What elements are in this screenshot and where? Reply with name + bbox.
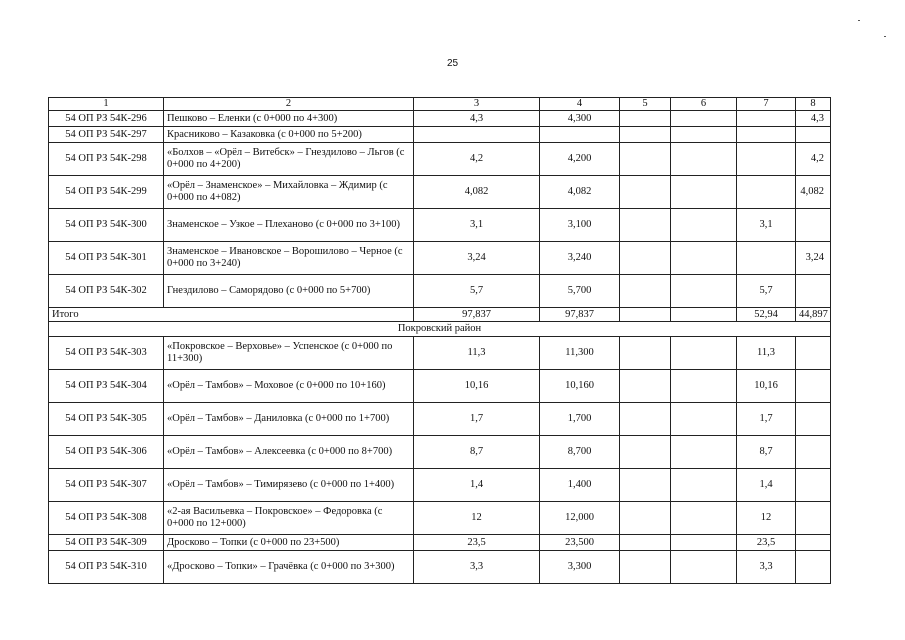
roads-table: [48, 97, 831, 584]
cell-c8: 4,082: [796, 176, 831, 209]
table-row: [49, 551, 831, 584]
cell-c4: 3,240: [540, 242, 620, 275]
cell-c6: [671, 275, 737, 308]
cell-c5: [620, 143, 671, 176]
total-c3: 97,837: [414, 308, 540, 322]
table-row: [49, 403, 831, 436]
cell-c7: [737, 176, 796, 209]
road-name: «Орёл – Тамбов» – Алексеевка (с 0+000 по 8+700): [164, 436, 414, 469]
cell-c7: 5,7: [737, 275, 796, 308]
road-name: «Болхов – «Орёл – Витебск» – Гнездилово – Льгов (с 0+000 по 4+200): [164, 143, 414, 176]
cell-c6: [671, 502, 737, 535]
table-row: [49, 535, 831, 551]
cell-c8: [796, 403, 831, 436]
cell-c5: [620, 551, 671, 584]
cell-c7: 3,3: [737, 551, 796, 584]
table-summary: [49, 308, 831, 337]
col-header: 6: [671, 98, 737, 111]
total-c8: 44,897: [796, 308, 831, 322]
cell-c6: [671, 469, 737, 502]
cell-c4: 1,400: [540, 469, 620, 502]
road-code: 54 ОП РЗ 54К-305: [49, 403, 164, 436]
cell-c6: [671, 436, 737, 469]
cell-c6: [671, 535, 737, 551]
cell-c5: [620, 127, 671, 143]
road-code: 54 ОП РЗ 54К-303: [49, 337, 164, 370]
cell-c4: 12,000: [540, 502, 620, 535]
table-row: [49, 436, 831, 469]
table-section-1: [49, 111, 831, 308]
cell-c6: [671, 176, 737, 209]
cell-c5: [620, 436, 671, 469]
table-row: [49, 143, 831, 176]
cell-c6: [671, 337, 737, 370]
total-c7: 52,94: [737, 308, 796, 322]
cell-c7: 23,5: [737, 535, 796, 551]
table-row: [49, 275, 831, 308]
total-row: [49, 308, 831, 322]
cell-c3: 8,7: [414, 436, 540, 469]
cell-c3: 1,7: [414, 403, 540, 436]
cell-c7: 8,7: [737, 436, 796, 469]
table-row: [49, 111, 831, 127]
cell-c8: 3,24: [796, 242, 831, 275]
cell-c4: 23,500: [540, 535, 620, 551]
table-row: [49, 469, 831, 502]
cell-c8: [796, 502, 831, 535]
cell-c4: 3,100: [540, 209, 620, 242]
cell-c5: [620, 242, 671, 275]
cell-c3: 1,4: [414, 469, 540, 502]
road-code: 54 ОП РЗ 54К-299: [49, 176, 164, 209]
road-code: 54 ОП РЗ 54К-296: [49, 111, 164, 127]
col-header: 2: [164, 98, 414, 111]
table-row: [49, 127, 831, 143]
road-code: 54 ОП РЗ 54К-302: [49, 275, 164, 308]
table-row: [49, 209, 831, 242]
cell-c4: 8,700: [540, 436, 620, 469]
cell-c3: 12: [414, 502, 540, 535]
cell-c8: [796, 337, 831, 370]
cell-c6: [671, 143, 737, 176]
cell-c7: 1,4: [737, 469, 796, 502]
cell-c5: [620, 370, 671, 403]
cell-c4: 4,300: [540, 111, 620, 127]
road-name: «Покровское – Верховье» – Успенское (с 0+000 по 11+300): [164, 337, 414, 370]
cell-c7: [737, 242, 796, 275]
col-header: 1: [49, 98, 164, 111]
cell-c3: 10,16: [414, 370, 540, 403]
cell-c3: 4,3: [414, 111, 540, 127]
table-row: [49, 502, 831, 535]
cell-c7: [737, 143, 796, 176]
cell-c3: 3,3: [414, 551, 540, 584]
cell-c8: [796, 370, 831, 403]
cell-c4: 11,300: [540, 337, 620, 370]
road-code: 54 ОП РЗ 54К-300: [49, 209, 164, 242]
cell-c4: 4,082: [540, 176, 620, 209]
road-name: Знаменское – Ивановское – Ворошилово – Черное (с 0+000 по 3+240): [164, 242, 414, 275]
cell-c5: [620, 111, 671, 127]
cell-c5: [620, 403, 671, 436]
cell-c5: [620, 337, 671, 370]
cell-c6: [671, 370, 737, 403]
road-name: «Орёл – Тамбов» – Даниловка (с 0+000 по 1+700): [164, 403, 414, 436]
scan-speck: [884, 36, 886, 37]
cell-c5: [620, 535, 671, 551]
cell-c5: [620, 209, 671, 242]
col-header: 5: [620, 98, 671, 111]
cell-c8: [796, 209, 831, 242]
road-name: «Орёл – Тамбов» – Моховое (с 0+000 по 10+160): [164, 370, 414, 403]
total-label: Итого: [49, 308, 414, 322]
cell-c6: [671, 551, 737, 584]
cell-c3: 5,7: [414, 275, 540, 308]
cell-c3: 4,2: [414, 143, 540, 176]
cell-c4: 1,700: [540, 403, 620, 436]
road-code: 54 ОП РЗ 54К-307: [49, 469, 164, 502]
road-name: Дросково – Топки (с 0+000 по 23+500): [164, 535, 414, 551]
table-section-2: [49, 337, 831, 584]
cell-c8: [796, 535, 831, 551]
cell-c5: [620, 176, 671, 209]
cell-c3: 3,24: [414, 242, 540, 275]
road-name: «Орёл – Знаменское» – Михайловка – Ждимир (с 0+000 по 4+082): [164, 176, 414, 209]
table-row: [49, 242, 831, 275]
cell-c3: 3,1: [414, 209, 540, 242]
table-row: [49, 370, 831, 403]
cell-c3: 23,5: [414, 535, 540, 551]
column-number-row: [49, 98, 831, 111]
cell-c7: 11,3: [737, 337, 796, 370]
cell-c4: 5,700: [540, 275, 620, 308]
col-header: 7: [737, 98, 796, 111]
table-row: [49, 337, 831, 370]
total-c5: [620, 308, 671, 322]
total-c4: 97,837: [540, 308, 620, 322]
cell-c4: 10,160: [540, 370, 620, 403]
district-heading: Покровский район: [49, 322, 831, 337]
page-number: 25: [446, 58, 459, 69]
total-c6: [671, 308, 737, 322]
cell-c5: [620, 275, 671, 308]
district-row: [49, 322, 831, 337]
road-code: 54 ОП РЗ 54К-298: [49, 143, 164, 176]
cell-c7: 12: [737, 502, 796, 535]
cell-c8: 4,3: [796, 111, 831, 127]
road-name: Пешково – Еленки (с 0+000 по 4+300): [164, 111, 414, 127]
cell-c3: 4,082: [414, 176, 540, 209]
road-name: «Дросково – Топки» – Грачёвка (с 0+000 по 3+300): [164, 551, 414, 584]
road-code: 54 ОП РЗ 54К-301: [49, 242, 164, 275]
cell-c4: 4,200: [540, 143, 620, 176]
road-code: 54 ОП РЗ 54К-310: [49, 551, 164, 584]
cell-c6: [671, 209, 737, 242]
cell-c7: [737, 111, 796, 127]
cell-c8: [796, 469, 831, 502]
road-name: Знаменское – Узкое – Плеханово (с 0+000 по 3+100): [164, 209, 414, 242]
cell-c6: [671, 111, 737, 127]
cell-c4: [540, 127, 620, 143]
table-row: [49, 176, 831, 209]
cell-c8: [796, 275, 831, 308]
road-code: 54 ОП РЗ 54К-306: [49, 436, 164, 469]
col-header: 8: [796, 98, 831, 111]
cell-c6: [671, 242, 737, 275]
road-code: 54 ОП РЗ 54К-308: [49, 502, 164, 535]
cell-c6: [671, 127, 737, 143]
cell-c4: 3,300: [540, 551, 620, 584]
road-name: «2-ая Васильевка – Покровское» – Федоровка (с 0+000 по 12+000): [164, 502, 414, 535]
cell-c8: 4,2: [796, 143, 831, 176]
cell-c7: 3,1: [737, 209, 796, 242]
cell-c6: [671, 403, 737, 436]
cell-c5: [620, 502, 671, 535]
scan-speck: [858, 20, 860, 21]
cell-c8: [796, 436, 831, 469]
cell-c3: [414, 127, 540, 143]
col-header: 4: [540, 98, 620, 111]
road-name: «Орёл – Тамбов» – Тимирязево (с 0+000 по 1+400): [164, 469, 414, 502]
cell-c5: [620, 469, 671, 502]
cell-c7: 10,16: [737, 370, 796, 403]
road-code: 54 ОП РЗ 54К-297: [49, 127, 164, 143]
col-header: 3: [414, 98, 540, 111]
cell-c8: [796, 127, 831, 143]
cell-c7: 1,7: [737, 403, 796, 436]
road-name: Гнездилово – Саморядово (с 0+000 по 5+700): [164, 275, 414, 308]
road-code: 54 ОП РЗ 54К-309: [49, 535, 164, 551]
cell-c8: [796, 551, 831, 584]
cell-c3: 11,3: [414, 337, 540, 370]
cell-c7: [737, 127, 796, 143]
road-code: 54 ОП РЗ 54К-304: [49, 370, 164, 403]
road-name: Красниково – Казаковка (с 0+000 по 5+200): [164, 127, 414, 143]
